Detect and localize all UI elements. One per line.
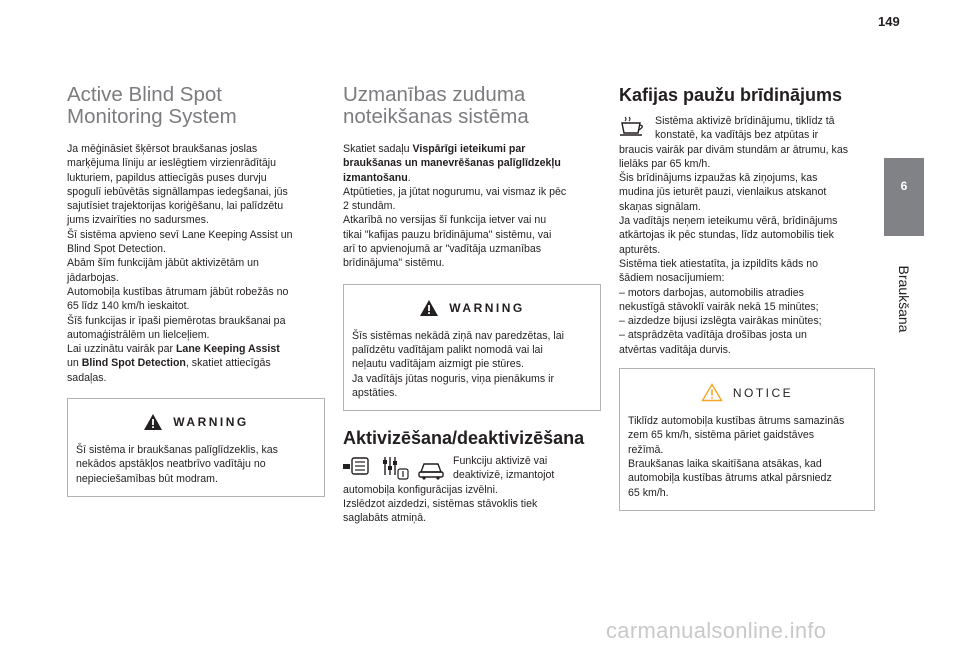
text-line: palīdzētu vadītājam palikt nomodā vai lai	[352, 343, 543, 356]
warning-header	[76, 413, 316, 431]
text-fragment: Skatiet sadaļu	[343, 143, 413, 155]
text-line: Šīš funkcijas ir īpaši piemērotas braukšanai pa	[67, 314, 286, 327]
text-line: braucis vairāk par divām stundām ar ātrumu, kas	[619, 143, 849, 156]
section-subtitle-activation: Aktivizēšana/deaktivizēšana	[343, 428, 585, 449]
notice-icon	[701, 383, 723, 402]
section-title-coffee-break: Kafijas paužu brīdinājums	[619, 85, 843, 105]
text-line: neļautu vadītājam aizmigt pie stūres.	[352, 358, 524, 371]
title-line-1: Active Blind Spot	[67, 83, 222, 106]
coffee-body	[619, 143, 877, 357]
text-line: atvērtas vadītāja durvis.	[619, 343, 731, 356]
text-line: lukturiem, papildus attiecīgās puses durvju	[67, 171, 267, 184]
chapter-label: Braukšana	[896, 265, 912, 333]
text-line: jums izvairīties no sadursmes.	[67, 214, 209, 227]
chapter-number: 6	[900, 179, 908, 193]
text-line: šādiem nosacījumiem:	[619, 272, 725, 285]
text-line: mudina jūs ieturēt pauzi, vienlaikus atskanot	[619, 186, 827, 199]
warning-box	[343, 284, 601, 411]
text-line: 2 stundām.	[343, 200, 396, 213]
warning-title: WARNING	[173, 415, 249, 430]
column-attention	[343, 84, 601, 526]
text-line: tikai "kafijas pauzu brīdinājuma" sistēmu, vai	[343, 228, 552, 241]
coffee-icon-row	[619, 114, 877, 143]
blind-spot-body	[67, 142, 325, 385]
text-line: skaņas signālam.	[619, 200, 701, 213]
title-line-2: Monitoring System	[67, 105, 237, 128]
text-line: spogulī iebūvētās signāllampas iedegšanai, jūs	[67, 185, 288, 198]
text-line: Atpūtieties, ja jūtat nogurumu, vai vismaz ik pēc	[343, 185, 567, 198]
notice-box	[619, 368, 875, 511]
text-line: saglabāts atmiņā.	[343, 512, 427, 525]
car-icon	[419, 464, 443, 480]
text-line: nekustīgā stāvoklī vairāk nekā 15 minūtes;	[619, 300, 819, 313]
warning-header	[352, 299, 592, 317]
text-line: brīdinājuma" sistēmu.	[343, 257, 445, 270]
settings-icons-group	[343, 455, 447, 481]
text-line: konstatē, ka vadītājs bez atpūtas ir	[655, 129, 819, 142]
text-line: Ja vadītājs jūtas noguris, viņa pienākums ir	[352, 372, 554, 385]
text-line: nepieciešamības būt modram.	[76, 472, 218, 485]
column-coffee-break	[619, 84, 877, 511]
text-line: sajutīsiet trajektorijas koriģēšanu, lai palīdzētu	[67, 200, 284, 213]
warning-text	[352, 329, 592, 400]
warning-icon	[143, 413, 163, 431]
text-line: – motors darbojas, automobilis atradies	[619, 286, 804, 299]
text-line: arī to apvienojumā ar "vadītāja uzmanības	[343, 243, 542, 256]
text-fragment: Lai uzzinātu vairāk par	[67, 343, 176, 356]
page-number: 149	[878, 14, 900, 29]
notice-text	[628, 414, 866, 500]
notice-header	[628, 383, 866, 402]
title-line-2: noteikšanas sistēma	[343, 105, 529, 128]
section-title-blind-spot	[67, 84, 325, 128]
title-line-1: Uzmanības zuduma	[343, 83, 526, 106]
watermark: carmanualsonline.info	[606, 618, 827, 643]
settings-icon	[383, 457, 408, 479]
section-title-attention	[343, 84, 601, 128]
text-line: Funkciju aktivizē vai	[453, 455, 548, 468]
text-line: Automobiļa kustības ātrumam jābūt robežās no	[67, 285, 289, 298]
text-line: Ja vadītājs neņem ieteikumu vērā, brīdinājums	[619, 215, 838, 228]
text-fragment: .	[407, 171, 411, 184]
text-line: atkārtojas ik pēc stundas, līdz automobilis tiek	[619, 229, 834, 242]
text-line: Abām šīm funkcijām jābūt aktivizētām un	[67, 257, 259, 270]
text-line: Šī sistēma apvieno sevī Lane Keeping Assist un	[67, 228, 293, 241]
text-line: automobiļa konfigurācijas izvēlni.	[343, 483, 498, 496]
text-fragment: , skatiet attiecīgās	[185, 357, 271, 370]
warning-icon	[419, 299, 439, 317]
text-line: Izslēdzot aizdedzi, sistēmas stāvoklis tiek	[343, 498, 538, 511]
chapter-label-container	[885, 249, 923, 349]
text-line: Šī sistēma ir braukšanas palīglīdzeklis, kas	[76, 444, 278, 457]
text-line: lielāks par 65 km/h.	[619, 157, 711, 170]
chapter-tab	[884, 158, 924, 236]
text-line: sadaļas.	[67, 371, 107, 384]
text-line: jādarbojas.	[67, 271, 119, 284]
text-line: Ja mēģināsiet šķērsot braukšanas joslas	[67, 143, 258, 155]
text-line: Tiklīdz automobiļa kustības ātrums samazinās	[628, 415, 845, 428]
text-line: Šīs sistēmas nekādā ziņā nav paredzētas, lai	[352, 329, 564, 342]
ref-lane-keeping: Lane Keeping Assist	[175, 343, 280, 356]
text-line: Blind Spot Detection.	[67, 243, 166, 256]
coffee-cup-icon	[619, 114, 649, 138]
text-line: Šis brīdinājums izpaužas kā ziņojums, kas	[619, 172, 818, 185]
ref-general-advice: braukšanas un manevrēšanas palīglīdzekļu	[343, 157, 561, 170]
text-line: nekādos apstākļos neatbrīvo vadītāju no	[76, 458, 266, 471]
text-line: – atsprādzēta vadītāja drošības josta un	[619, 329, 807, 342]
ref-general-advice: izmantošanu	[343, 171, 408, 184]
column-blind-spot	[67, 84, 325, 497]
notice-title: NOTICE	[732, 385, 794, 400]
warning-title: WARNING	[449, 300, 525, 315]
text-fragment: un	[67, 357, 82, 370]
ref-general-advice: Vispārīgi ieteikumi par	[412, 143, 526, 155]
text-line: Sistēma tiek atiestatīta, ja izpildīts kāds no	[619, 257, 819, 270]
activation-body	[343, 483, 601, 526]
attention-body	[343, 142, 601, 271]
text-line: 65 km/h.	[628, 486, 669, 499]
text-line: zem 65 km/h, sistēma pāriet gaidstāves	[628, 429, 815, 442]
text-line: Sistēma aktivizē brīdinājumu, tiklīdz tā	[655, 115, 835, 127]
ref-blind-spot: Blind Spot Detection	[81, 357, 186, 370]
text-line: deaktivizē, izmantojot	[453, 469, 555, 482]
activation-icon-text	[453, 454, 554, 483]
text-line: apstāties.	[352, 386, 398, 399]
coffee-icon-text	[655, 114, 835, 143]
text-line: Atkarībā no versijas šī funkcija ietver vai nu	[343, 214, 547, 227]
text-line: režīmā.	[628, 443, 664, 456]
text-line: apturēts.	[619, 243, 661, 256]
text-line: 65 līdz 140 km/h ieskaitot.	[67, 300, 190, 313]
text-line: Braukšanas laika skaitīšana atsākas, kad	[628, 457, 822, 470]
text-line: marķējuma līniju ar ieslēgtiem virzienrādītāju	[67, 157, 277, 170]
menu-icon	[343, 458, 368, 474]
activation-icon-row	[343, 455, 601, 483]
warning-box	[67, 398, 325, 497]
text-line: automobiļa kustības ātrums atkal pārsniedz	[628, 472, 832, 485]
text-line: – aizdedze bijusi izslēgta vairākas minūtes;	[619, 315, 822, 328]
warning-text	[76, 443, 316, 486]
text-line: automaģistrālēm un lielceļiem.	[67, 328, 210, 341]
